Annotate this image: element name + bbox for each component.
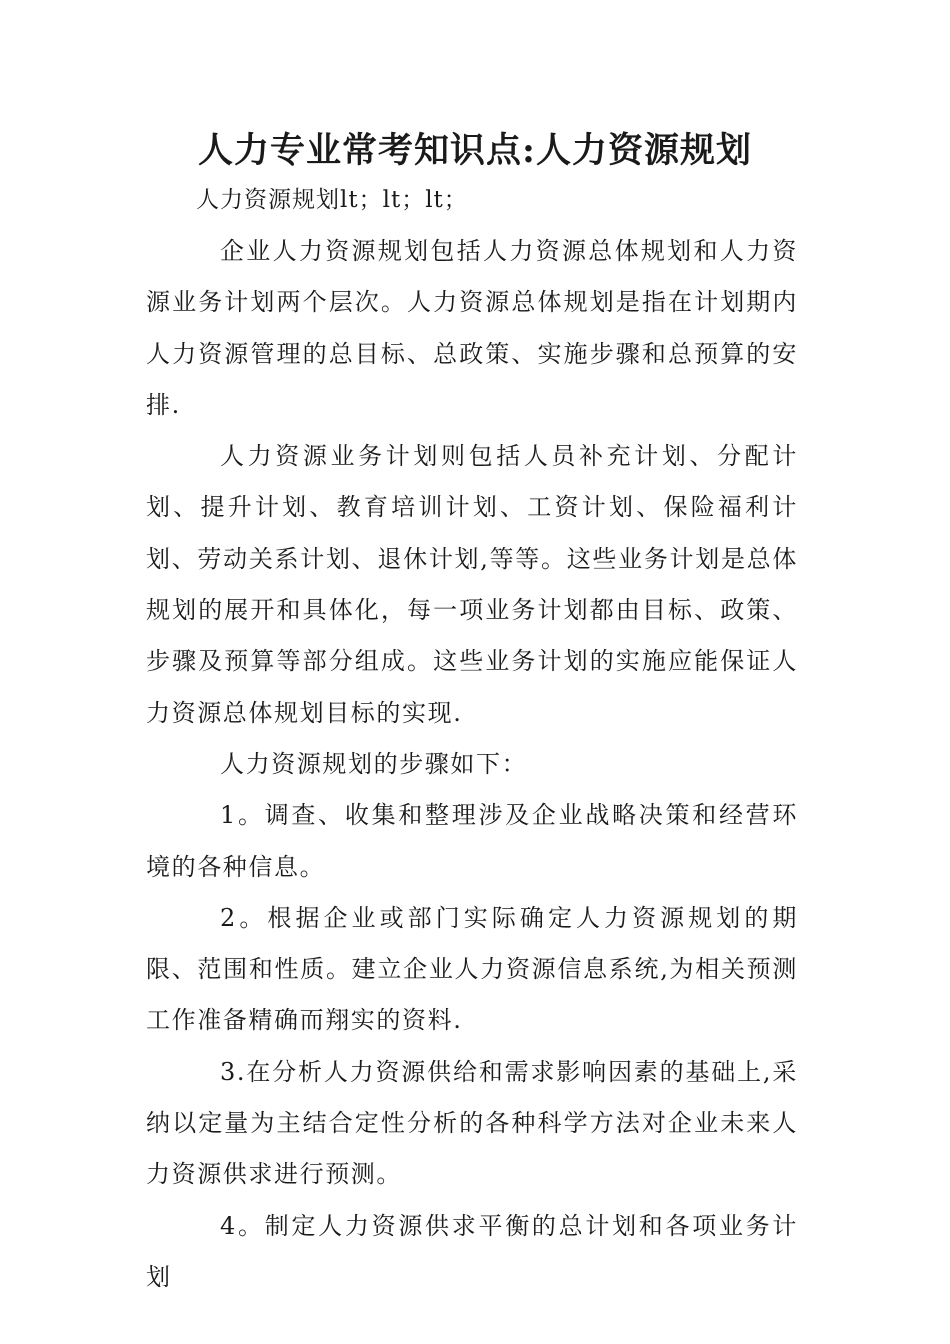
paragraph-step-4: 4。制定人力资源供求平衡的总计划和各项业务计划: [146, 1211, 798, 1291]
document-subtitle: 人力资源规划lt；lt；lt；: [196, 187, 468, 213]
paragraph-step-2: 2。根据企业或部门实际确定人力资源规划的期限、范围和性质。建立企业人力资源信息系统,为相关预测工作准备精确而翔实的资料.: [146, 903, 798, 1035]
paragraph-overview: 企业人力资源规划包括人力资源总体规划和人力资源业务计划两个层次。人力资源总体规划是指在计划期内人力资源管理的总目标、总政策、实施步骤和总预算的安排.: [146, 237, 798, 419]
paragraph-steps-intro: 人力资源规划的步骤如下：: [220, 749, 528, 778]
document-title: 人力专业常考知识点:人力资源规划: [198, 130, 752, 171]
document-body: [146, 226, 798, 1303]
paragraph-step-1: 1。调查、收集和整理涉及企业战略决策和经营环境的各种信息。: [146, 801, 798, 881]
paragraph-business-plans: 人力资源业务计划则包括人员补充计划、分配计划、提升计划、教育培训计划、工资计划、保险福利计划、劳动关系计划、退休计划,等等。这些业务计划是总体规划的展开和具体化，每一项业务计划都由目标、政策、步骤及预算等部分组成。这些业务计划的实施应能保证人力资源总体规划目标的实现.: [146, 442, 798, 727]
paragraph-step-3: 3.在分析人力资源供给和需求影响因素的基础上,采纳以定量为主结合定性分析的各种科学方法对企业未来人力资源供求进行预测。: [146, 1057, 798, 1189]
